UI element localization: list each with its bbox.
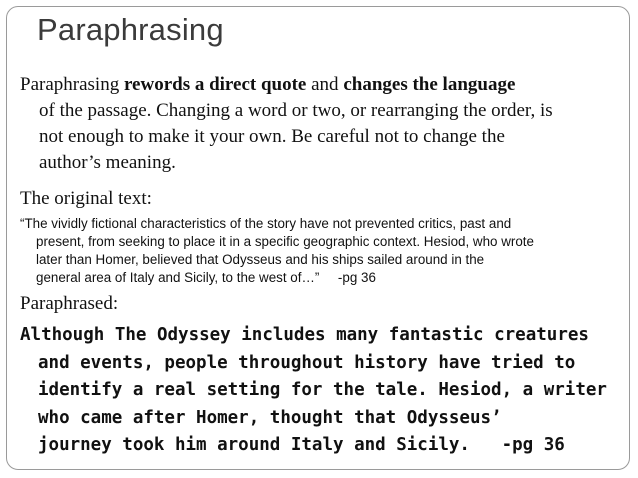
paraphrased-paragraph (20, 322, 630, 460)
definition-line-4: author’s meaning. (39, 152, 176, 173)
definition-emphasis-changes: changes the language (343, 74, 516, 95)
paraphrased-line-5: journey took him around Italy and Sicily. -pg 36 (38, 435, 565, 455)
definition-line-1 (20, 72, 620, 98)
definition-emphasis-rewords: rewords a direct quote (123, 74, 307, 95)
paraphrased-line-3: identify a real setting for the tale. Hesiod, a writer (38, 380, 607, 400)
quote-line-4: general area of Italy and Sicily, to the west of…” -pg 36 (36, 270, 376, 285)
paraphrased-line-1: Although The Odyssey includes many fantastic creatures (20, 325, 589, 345)
quote-line-3: later than Homer, believed that Odysseus and his ships sailed around in the (36, 252, 485, 267)
definition-line-3: not enough to make it your own. Be careful not to change the (39, 126, 505, 147)
quote-line-1: “The vividly fictional characteristics of the story have not prevented critics, past and (20, 216, 512, 231)
paraphrased-label: Paraphrased: (20, 293, 119, 314)
slide-title: Paraphrasing (37, 12, 224, 47)
definition-text: Paraphrasing (20, 74, 124, 95)
paraphrased-line-2: and events, people throughout history have tried to (38, 352, 576, 373)
definition-text: and (306, 74, 344, 95)
original-text-label: The original text: (20, 188, 152, 209)
original-quote (20, 215, 630, 287)
definition-line-2: of the passage. Changing a word or two, or rearranging the order, is (39, 100, 553, 121)
quote-line-2: present, from seeking to place it in a specific geographic context. Hesiod, who wrote (36, 234, 534, 249)
definition-paragraph (20, 72, 620, 176)
paraphrased-line-4: who came after Homer, thought that Odysseus’ (38, 407, 502, 428)
